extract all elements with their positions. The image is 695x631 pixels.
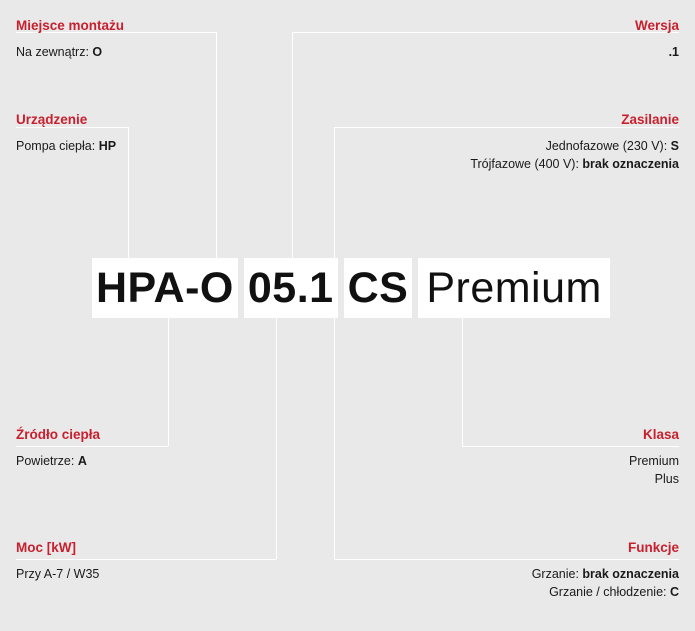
product-code xyxy=(92,258,616,318)
callout-device-line-1-text: Pompa ciepła: xyxy=(16,139,99,153)
callout-power xyxy=(16,539,276,583)
callout-class-line-1-text: Premium xyxy=(628,454,679,468)
callout-functions-line-2-text: Grzanie / chłodzenie: xyxy=(549,585,670,599)
connector-line-version-vertical xyxy=(292,32,293,258)
callout-version xyxy=(399,17,679,61)
callout-functions xyxy=(379,539,679,601)
callout-class-line-2-text: Plus xyxy=(654,472,679,486)
callout-class-line-2 xyxy=(419,470,679,488)
callout-device xyxy=(16,111,276,155)
callout-supply-title: Zasilanie xyxy=(621,112,679,127)
code-segment-hpa-o: HPA-O xyxy=(92,258,238,318)
callout-heat-source-line-1 xyxy=(16,452,276,470)
callout-power-title: Moc [kW] xyxy=(16,540,76,555)
connector-line-functions-vertical xyxy=(334,318,335,559)
callout-power-line-1 xyxy=(16,565,276,583)
callout-power-line-1-text: Przy A-7 / W35 xyxy=(16,567,100,581)
code-segment-cs: CS xyxy=(344,258,413,318)
callout-mounting-location-line-1-value: O xyxy=(92,45,103,59)
callout-heat-source-line-1-value: A xyxy=(77,454,87,468)
callout-functions-line-1-value: brak oznaczenia xyxy=(582,567,679,581)
callout-heat-source-line-1-text: Powietrze: xyxy=(16,454,78,468)
callout-mounting-location-line-1 xyxy=(16,43,276,61)
callout-mounting-location-title: Miejsce montażu xyxy=(16,18,125,33)
callout-version-title: Wersja xyxy=(634,18,679,33)
callout-functions-title: Funkcje xyxy=(627,540,679,555)
callout-class-title: Klasa xyxy=(642,427,679,442)
callout-class-line-1 xyxy=(419,452,679,470)
callout-functions-line-1 xyxy=(379,565,679,583)
callout-functions-line-1-text: Grzanie: xyxy=(531,567,583,581)
code-segment-premium: Premium xyxy=(418,258,610,318)
callout-supply-line-2-text: Trójfazowe (400 V): xyxy=(470,157,583,171)
callout-device-line-1-value: HP xyxy=(98,139,117,153)
callout-supply-line-1 xyxy=(359,137,679,155)
callout-supply xyxy=(359,111,679,173)
callout-supply-line-1-value: S xyxy=(670,139,679,153)
callout-class xyxy=(419,426,679,488)
callout-device-title: Urządzenie xyxy=(16,112,88,127)
callout-mounting-location xyxy=(16,17,276,61)
callout-supply-line-1-text: Jednofazowe (230 V): xyxy=(545,139,671,153)
callout-version-line-1-value: .1 xyxy=(668,45,679,59)
code-segment-power: 05.1 xyxy=(244,258,338,318)
callout-heat-source xyxy=(16,426,276,470)
connector-line-power-vertical xyxy=(276,318,277,559)
callout-supply-line-2 xyxy=(359,155,679,173)
callout-functions-line-2 xyxy=(379,583,679,601)
callout-functions-line-2-value: C xyxy=(669,585,679,599)
callout-mounting-location-line-1-text: Na zewnątrz: xyxy=(16,45,93,59)
callout-supply-line-2-value: brak oznaczenia xyxy=(582,157,679,171)
connector-line-supply-vertical xyxy=(334,127,335,258)
callout-heat-source-title: Źródło ciepła xyxy=(16,427,101,442)
callout-device-line-1 xyxy=(16,137,276,155)
callout-version-line-1 xyxy=(399,43,679,61)
